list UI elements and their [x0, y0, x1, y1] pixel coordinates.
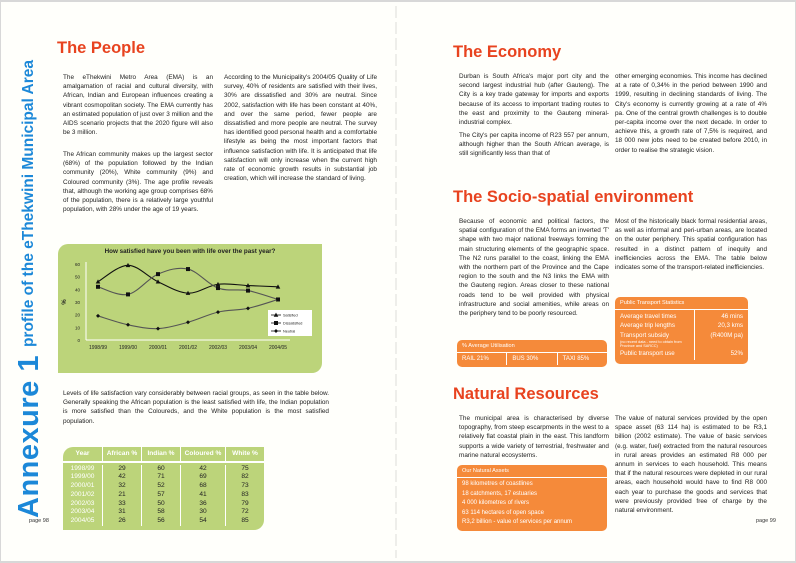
table-cell: 82: [241, 473, 249, 481]
utilisation-box: [457, 340, 607, 367]
series-line-neutral: [98, 299, 278, 328]
legend-label: Satisfied: [283, 313, 298, 318]
asset-item: 98 kilometres of coastlines: [462, 481, 533, 487]
table-cell: 52: [157, 482, 165, 490]
chart-title: How satisfied have you been with life over the past year?: [104, 248, 276, 255]
stat-label-subsidy: Transport subsidy: [620, 331, 669, 339]
socio-paragraph-1: Because of economic and political factors, the spatial configuration of the EMA forms an inverted 'T' shape with two major national freeways forming the main structuring elements of the geographic space. The N2 runs parallel to the coast, linking the EMA with the northern part of the Province and the Cape region to the south and the N3 links the EMA with the Gauteng region. Areas closer to these national roads tend to be well provided with physical infrastructure and social amenities, while areas on the periphery tend to be poorly resourced.: [459, 218, 609, 318]
x-tick-label: 1999/00: [118, 345, 138, 351]
table-cell: 58: [157, 508, 165, 516]
table-cell: 33: [118, 499, 126, 507]
table-cell: 71: [157, 473, 165, 481]
legend-label: Neutral: [283, 329, 296, 334]
x-tick-label: 2000/01: [148, 345, 168, 351]
y-tick-label: 50: [74, 274, 80, 280]
header-year: Year: [63, 447, 103, 461]
header-divider: [63, 461, 264, 463]
stat-label-travel-times: Average travel times: [620, 313, 677, 320]
natural-paragraph-1: The municipal area is characterised by diverse topography, from steep escarpments in the west to a relatively flat coastal plain in the east. This landform supports a wide variety of terrestrial, freshwater and marine natural ecosystems.: [459, 415, 609, 459]
people-paragraph-2: The African community makes up the largest sector (68%) of the population followed by the Indian community (20%), White community (9%) and Coloured community (3%). The age profile reveals that, although the working age group comprises 68% of the population, there is a relatively large youthful population, with 28% under the age of 19 years.: [63, 151, 213, 214]
economy-paragraph-1: Durban is South Africa's major port city and the second largest industrial hub (after Gauteng). The City is a key trade gateway for imports and exports because of its access to important trading routes to the east and proximity to the Gauteng mineral-industrial complex.: [459, 73, 609, 127]
table-cell: 30: [199, 508, 207, 516]
table-cell: 41: [199, 490, 207, 498]
annexure-spine-title: [5, 38, 53, 518]
people-paragraph-3: According to the Municipality's 2004/05 Quality of Life survey, 40% of residents are satisfied with their lives, 30% are dissatisfied and 30% are neutral. Since 2002, satisfaction with life has been constant at 40%, and over the same period, fewer people are dissatisfied and more people are neutral. The survey has identified good personal health and a comfortable lifestyle as being the most important factors that influence satisfaction with life. It is anticipated that life satisfaction will only increase when the current high rate of economic growth results in substantial job creation, which will increase the standard of living.: [224, 74, 377, 183]
heading-the-economy: The Economy: [453, 43, 562, 61]
column-coloured: [181, 465, 226, 527]
utilisation-taxi: TAXI 85%: [562, 356, 590, 362]
table-cell: 54: [199, 517, 207, 525]
table-cell: 36: [199, 499, 207, 507]
asset-item: 63 114 hectares of open space: [462, 509, 544, 516]
legend-label: Dissatisfied: [283, 321, 303, 326]
stat-label-trip-lengths: Average trip lengths: [620, 322, 675, 330]
square-marker-icon: [96, 285, 100, 289]
table-cell: 32: [118, 482, 126, 490]
table-cell: 73: [241, 482, 249, 490]
x-tick-label: 2003/04: [238, 345, 258, 351]
table-cell: 2002/03: [70, 499, 95, 507]
column-african: [103, 465, 142, 527]
y-tick-label: 20: [74, 312, 80, 318]
stat-value-subsidy: (R400M pa): [710, 331, 743, 339]
utilisation-title: % Average Utilisation: [457, 340, 607, 353]
socio-paragraph-2: Most of the historically black formal residential areas, as well as informal and peri-urban areas, are located on the outer periphery. This spatial configuration has resulted in a distinct pattern of inequity and inefficiencies across the EMA. The table below indicates some of the transport-related inefficiencies.: [615, 218, 767, 272]
chart-plot: [58, 244, 322, 373]
table-cell: 29: [118, 464, 126, 472]
utilisation-bus: BUS 30%: [507, 353, 557, 365]
stat-value-travel-times: 46 mins: [721, 313, 743, 320]
diamond-marker-icon: [216, 310, 220, 314]
table-cell: 85: [241, 517, 249, 525]
asset-item: 18 catchments, 17 estuaries: [462, 490, 538, 497]
table-cell: 2003/04: [70, 508, 95, 516]
diamond-marker-icon: [96, 314, 100, 318]
table-cell: 42: [199, 464, 207, 472]
square-marker-icon: [246, 289, 250, 293]
asset-item: R3,2 billion - value of services per annum: [462, 519, 573, 525]
table-cell: 75: [241, 464, 249, 472]
diamond-marker-icon: [156, 327, 160, 331]
heading-natural-resources: Natural Resources: [453, 385, 599, 403]
race-paragraph: Levels of life satisfaction vary considerably between racial groups, as seen in the table below. Generally speaking the African population is the least satisfied with life, the Indian population is more satisfied than the Coloureds, and the White population is the most satisfied population.: [63, 390, 329, 425]
table-cell: 1998/99: [70, 464, 95, 472]
table-cell: 72: [241, 508, 249, 516]
triangle-marker-icon: [96, 279, 101, 283]
natural-paragraph-2: The value of natural services provided by the open space asset (63 114 ha) is estimated to be R3,1 billion (2002 estimate). The value of basic services (e.g. water, fuel) extracted from the natural resources in rural areas provides an estimated R8 000 per annum in services to each household. This means that if the natural resources were depleted in our rural areas, each household would have to find R8 000 each year to purchase the goods and services that were previously provided free of charge by the natural environment.: [615, 415, 767, 515]
annexure-label: Annexure 1: [12, 355, 45, 518]
table-cell: 2000/01: [70, 482, 95, 490]
y-tick-label: 60: [74, 262, 80, 267]
table-cell: 68: [199, 482, 207, 490]
transport-stats-title: Public Transport Statistics: [615, 297, 748, 310]
table-cell: 79: [241, 499, 249, 507]
table-cell: 69: [199, 473, 207, 481]
table-cell: 31: [118, 508, 126, 516]
economy-paragraph-2: The City's per capita income of R23 557 per annum, although higher than the South African average, is still significantly less than that of: [459, 132, 609, 158]
y-tick-label: 0: [77, 338, 80, 343]
table-cell: 2001/02: [70, 490, 95, 498]
x-tick-label: 2004/05: [268, 345, 288, 351]
stat-value-trip-lengths: 20,3 kms: [717, 322, 743, 330]
header-coloured: Coloured %: [181, 447, 226, 461]
natural-assets-box: [457, 465, 607, 531]
square-marker-icon: [126, 292, 130, 296]
table-cell: 56: [157, 517, 165, 525]
natural-assets-title: Our Natural Assets: [457, 465, 607, 478]
heading-socio-spatial: The Socio-spatial environment: [453, 188, 694, 206]
y-tick-label: 10: [74, 325, 80, 331]
table-cell: 1999/00: [70, 473, 95, 481]
page-number-right: page 99: [756, 518, 776, 524]
header-white: White %: [232, 450, 258, 457]
document-spread: [1, 2, 795, 561]
stat-label-transport-use: Public transport use: [620, 350, 675, 358]
economy-paragraph-3: other emerging economies. This income has declined at a rate of 0,34% in the period between 1990 and 1999, resulting in declining standards of living. The City's economy is currently growing at a rate of 4% pa. One of the central growth challenges is to double per-capita income over the next decade. In order to achieve this, a growth rate of 7,5% is required, and 18 000 new jobs need to be created before 2010, in order to realise the strategic vision.: [615, 73, 767, 154]
x-tick-label: 2001/02: [178, 345, 198, 351]
column-indian: [142, 465, 181, 527]
table-cell: 42: [118, 473, 126, 481]
page-number-left: page 98: [29, 518, 49, 524]
annexure-subtitle: profile of the eThekwini Municipal Area: [20, 59, 37, 348]
header-african: African %: [103, 447, 142, 461]
table-cell: 26: [118, 517, 126, 525]
table-header: [63, 447, 264, 461]
heading-the-people: The People: [57, 39, 146, 57]
table-cell: 83: [241, 490, 249, 498]
y-tick-label: 30: [74, 300, 80, 305]
diamond-marker-icon: [246, 306, 250, 310]
square-marker-icon: [186, 267, 190, 271]
diamond-marker-icon: [186, 320, 190, 324]
y-tick-label: 40: [74, 287, 80, 293]
utilisation-rail: RAIL 21%: [457, 353, 507, 365]
x-tick-label: 2002/03: [208, 345, 228, 351]
column-white: [226, 465, 264, 527]
race-satisfaction-table: [63, 447, 264, 530]
transport-stats-box: [615, 297, 748, 364]
x-tick-label: 1998/99: [88, 345, 108, 351]
y-axis-label: %: [62, 299, 68, 305]
table-cell: 21: [118, 490, 126, 498]
square-marker-icon: [156, 272, 160, 276]
left-page: [1, 2, 395, 561]
table-cell: 50: [157, 499, 165, 507]
table-cell: 2004/05: [70, 517, 95, 525]
header-indian: Indian %: [142, 447, 181, 461]
table-cell: 60: [157, 464, 165, 472]
column-year: [63, 465, 103, 527]
asset-item: 4 000 kilometres of rivers: [462, 500, 530, 506]
diamond-marker-icon: [126, 323, 130, 327]
table-cell: 57: [157, 490, 165, 498]
people-paragraph-1: The eThekwini Metro Area (EMA) is an amalgamation of racial and cultural diversity, with African, Indian and European influences creating a vibrant cosmopolitan society. The EMA currently has an estimated population of just over 3 million and the AIDS scenario projects that the 2020 figure will also be 3 million.: [63, 74, 213, 137]
table-body: [63, 465, 264, 527]
legend-square-icon: [274, 321, 278, 325]
stat-value-transport-use: 52%: [730, 350, 743, 358]
square-marker-icon: [216, 286, 220, 290]
stat-subsidy-note: (no recent data - need to obtain from Province and SARCC): [620, 339, 682, 349]
life-satisfaction-chart: [58, 244, 322, 373]
